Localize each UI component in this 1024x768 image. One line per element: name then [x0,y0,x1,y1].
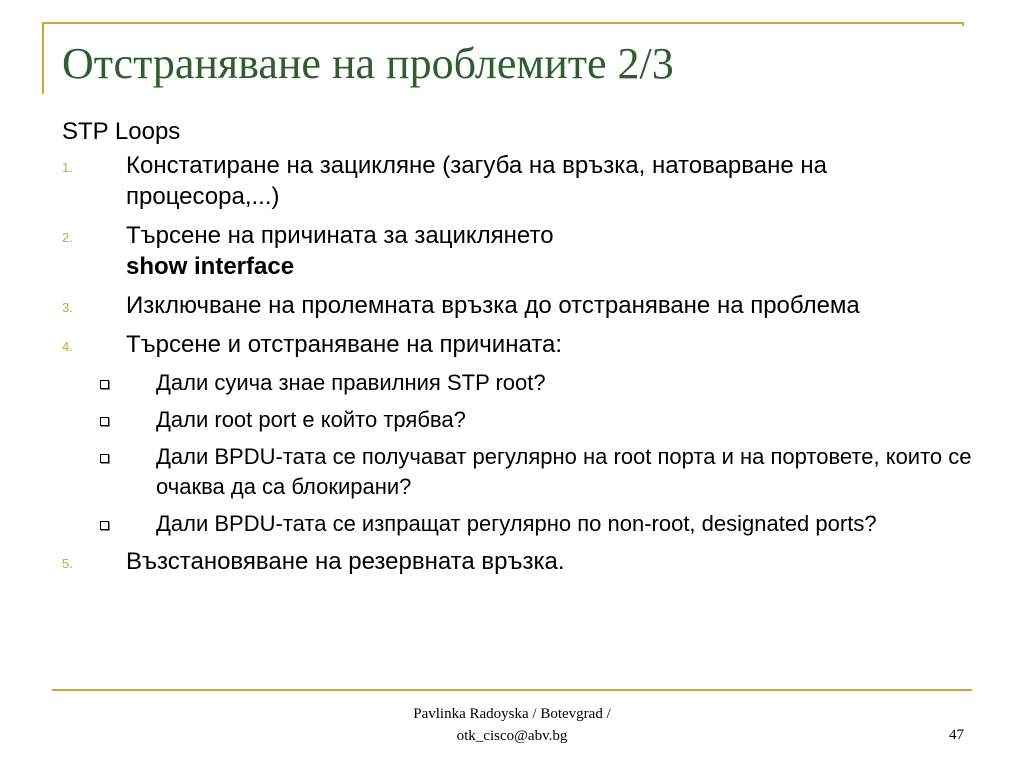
sub-item-text: Дали BPDU-тата се изпращат регулярно по non-root, designated ports? [156,511,877,536]
slide-content [62,116,982,585]
intro-text: STP Loops [62,118,181,145]
sub-item-1 [62,368,982,398]
command-text: show interface [126,253,295,280]
item-text: Изключване на пролемната връзка до отстраняване на проблема [126,292,860,319]
sub-item-text: Дали BPDU-тата се получават регулярно на root порта и на портовете, които се очаква да са блокирани? [156,444,972,499]
item-number: 2. [62,230,73,245]
sub-item-text: Дали суича знае правилния STP root? [156,370,546,395]
item-number: 3. [62,300,73,315]
sub-item-3 [62,442,982,502]
footer-author-line2: otk_cisco@abv.bg [456,728,568,744]
square-bullet-icon [100,521,109,530]
item-text: Възстановяване на резервната връзка. [126,548,565,575]
footer-author-line1: Pavlinka Radoyska / Botevgrad / [413,706,611,722]
sub-item-text: Дали root port е който трябва? [156,407,466,432]
list-item-4 [62,329,982,360]
slide-title: Отстраняване на проблемите 2/3 [62,39,674,88]
item-text: Търсене и отстраняване на причината: [126,331,563,358]
frame-top-line [42,22,964,24]
square-bullet-icon [100,454,109,463]
frame-left-line [42,22,44,94]
list-item-3 [62,290,982,321]
sub-item-2 [62,405,982,435]
frame-right-tick [962,22,964,26]
sub-item-4 [62,509,982,539]
list-item-5 [62,546,982,577]
footer-divider [52,689,972,691]
footer-author [362,703,662,747]
item-number: 5. [62,556,73,571]
square-bullet-icon [100,380,109,389]
list-item-1 [62,150,982,212]
item-number: 1. [62,160,73,175]
square-bullet-icon [100,417,109,426]
item-text: Търсене на причината за зациклянето [126,222,554,249]
item-text: Констатиране на зацикляне (загуба на връзка, натоварване на процесора,...) [126,152,827,210]
list-item-2 [62,220,982,282]
item-number: 4. [62,339,73,354]
page-number: 47 [949,727,964,743]
